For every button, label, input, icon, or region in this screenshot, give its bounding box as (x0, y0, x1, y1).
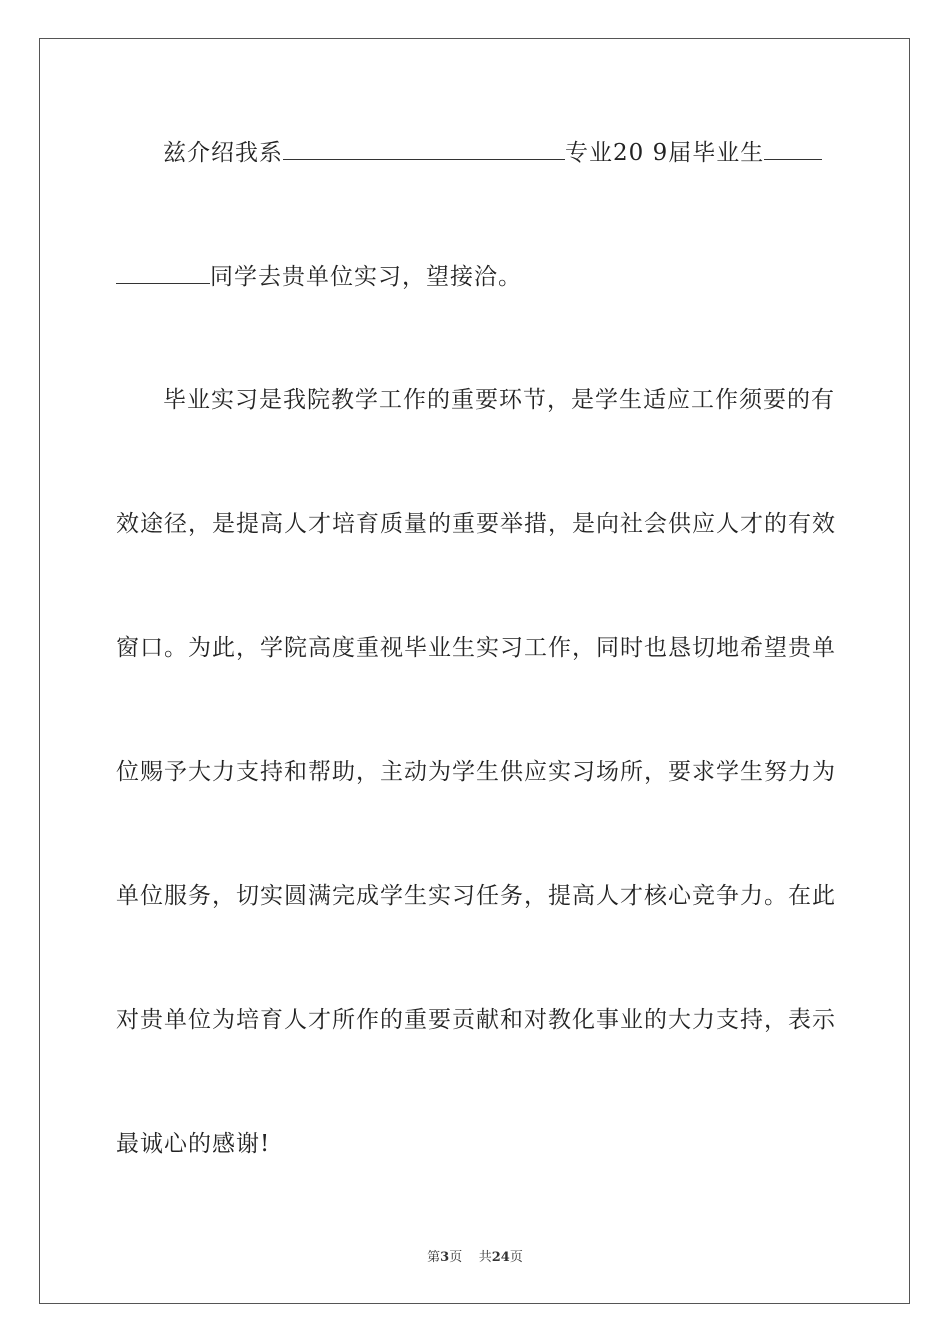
paragraph-line: 效途径，是提高人才培育质量的重要举措，是向社会供应人才的有效 (116, 511, 836, 537)
paragraph-line: 毕业实习是我院教学工作的重要环节，是学生适应工作须要的有 (163, 387, 835, 413)
page-footer: 第3页 共24页 (427, 1250, 523, 1265)
intro-text: 兹介绍我系 (163, 140, 283, 166)
paragraph-line: 最诚心的感谢! (116, 1131, 271, 1157)
major-suffix-text: 专业20 9届毕业生 (565, 140, 765, 166)
letter-line-1 (163, 137, 883, 168)
request-text: 同学去贵单位实习，望接洽。 (210, 264, 522, 290)
paragraph-line: 单位服务，切实圆满完成学生实习任务，提高人才核心竞争力。在此 (116, 883, 836, 909)
page-number: 3 (440, 1250, 450, 1265)
student-blank-b[interactable] (116, 261, 210, 284)
letter-line-2 (116, 261, 836, 292)
student-blank-a[interactable] (764, 137, 822, 160)
page-border (39, 38, 910, 1304)
major-blank[interactable] (283, 137, 565, 160)
paragraph-line: 对贵单位为培育人才所作的重要贡献和对教化事业的大力支持，表示 (116, 1007, 836, 1033)
paragraph-line: 窗口。为此，学院高度重视毕业生实习工作，同时也恳切地希望贵单 (116, 635, 836, 661)
page-total: 24 (491, 1250, 510, 1265)
paragraph-line: 位赐予大力支持和帮助，主动为学生供应实习场所，要求学生努力为 (116, 759, 836, 785)
